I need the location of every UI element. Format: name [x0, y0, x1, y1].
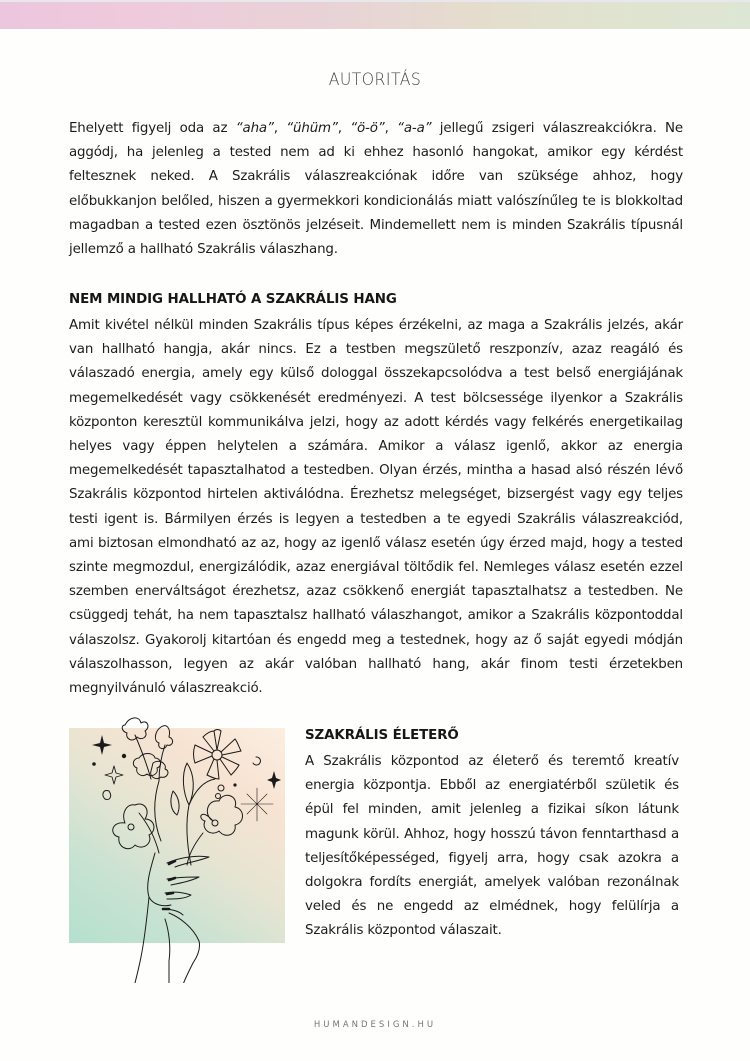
intro-rest: jellegű zsigeri válaszreakciókra. Ne aggódj, ha jelenleg a tested nem ad ki ehhez hasonló hangokat, amikor egy kérdést feltesznek neked. A Szakrális válaszreakciónak időre van szüksége ahhoz, hogy előbukkanjon belőled, hiszen a gyermekkori kondicionálás miatt valószínűleg te is blokkoltad magadban a tested ezen ösztönös jelzéseit. Mindemellett nem is minden Szakrális típusnál jellemző a hallható Szakrális válaszhang.	[69, 121, 683, 258]
hand-holding-flowers-illustration	[69, 713, 285, 983]
section-body-sacral-sound: Amit kivétel nélkül minden Szakrális típus képes érzékelni, az maga a Szakrális jelzés, akár van hallható hangja, akár nincs. Ez a testben megszülető reszponzív, azaz reagáló és válaszadó energia, amely egy külső dologgal összekapcsolódva a test belső energiájának megemelkedését vagy csökkenését eredményezi. A test bölcsessége ilyenkor a Szakrális központon keresztül kommunikálva jelzi, hogy az adott kérdés vagy felkérés energetikailag helyes vagy éppen helytelen a számára. Amikor a válasz igenlő, akkor az energia megemelkedését tapasztalhatod a testedben. Olyan érzés, mintha a hasad alsó részén lévő Szakrális központod hirtelen aktiválódna. Érezhetsz melegséget, bizsergést vagy egy teljes testi igent is. Bármilyen érzés is legyen a testedben a te egyedi Szakrális válaszreakciód, ami biztosan elmondható az az, hogy az igenlő válasz esetén úgy érzed majd, hogy a tested szinte megmozdul, energizálódik, azaz energiával töltődik fel. Nemleges válasz esetén ezzel szemben enerváltságot érezhetsz, azaz csökkenő energiát tapasztalhatsz a testedben. Ne csüggedj tehát, ha nem tapasztalsz hallható válaszhangot, amikor a Szakrális központoddal válaszolsz. Gyakorolj kitartóan és engedd meg a testednek, hogy az ő saját egyedi módján válaszolhasson, legyen az akár valóban hallható hang, akár finom testi érzetekben megnyilvánuló válaszreakció.	[69, 318, 683, 697]
quote-o-o: “ö-ö”	[350, 121, 385, 136]
section-heading-sacral-life-force: SZAKRÁLIS ÉLETERŐ	[305, 728, 459, 743]
separator: ,	[384, 121, 398, 136]
quote-uhum: “ühüm”	[286, 121, 338, 136]
section-body-sacral-life-force: A Szakrális központod az életerő és teremtő kreatív energia központja. Ebből az energiatérből születik és épül fel minden, amit jelenleg a fizikai síkon látunk magunk körül. Ahhoz, hogy hosszú távon fenntarthasd a teljesítőképességed, figyelj arra, hogy csak azokra a dolgokra fordíts energiát, amelyek valóban rezonálnak veled és ne engedd az elmédnek, hogy felülírja a Szakrális központod válaszait.	[305, 754, 679, 939]
footer-website: HUMANDESIGN.HU	[313, 1020, 437, 1030]
quote-a-a: “a-a”	[397, 121, 432, 136]
section-heading-sacral-sound: NEM MINDIG HALLHATÓ A SZAKRÁLIS HANG	[69, 292, 397, 307]
flower-bouquet-icon	[69, 713, 285, 983]
decorative-gradient-band	[0, 0, 750, 29]
quote-aha: “aha”	[235, 121, 274, 136]
page-title: AUTORITÁS	[328, 70, 422, 90]
intro-prefix: Ehelyett figyelj oda az	[69, 121, 236, 136]
separator: ,	[273, 121, 287, 136]
separator: ,	[337, 121, 351, 136]
intro-paragraph	[69, 117, 683, 262]
